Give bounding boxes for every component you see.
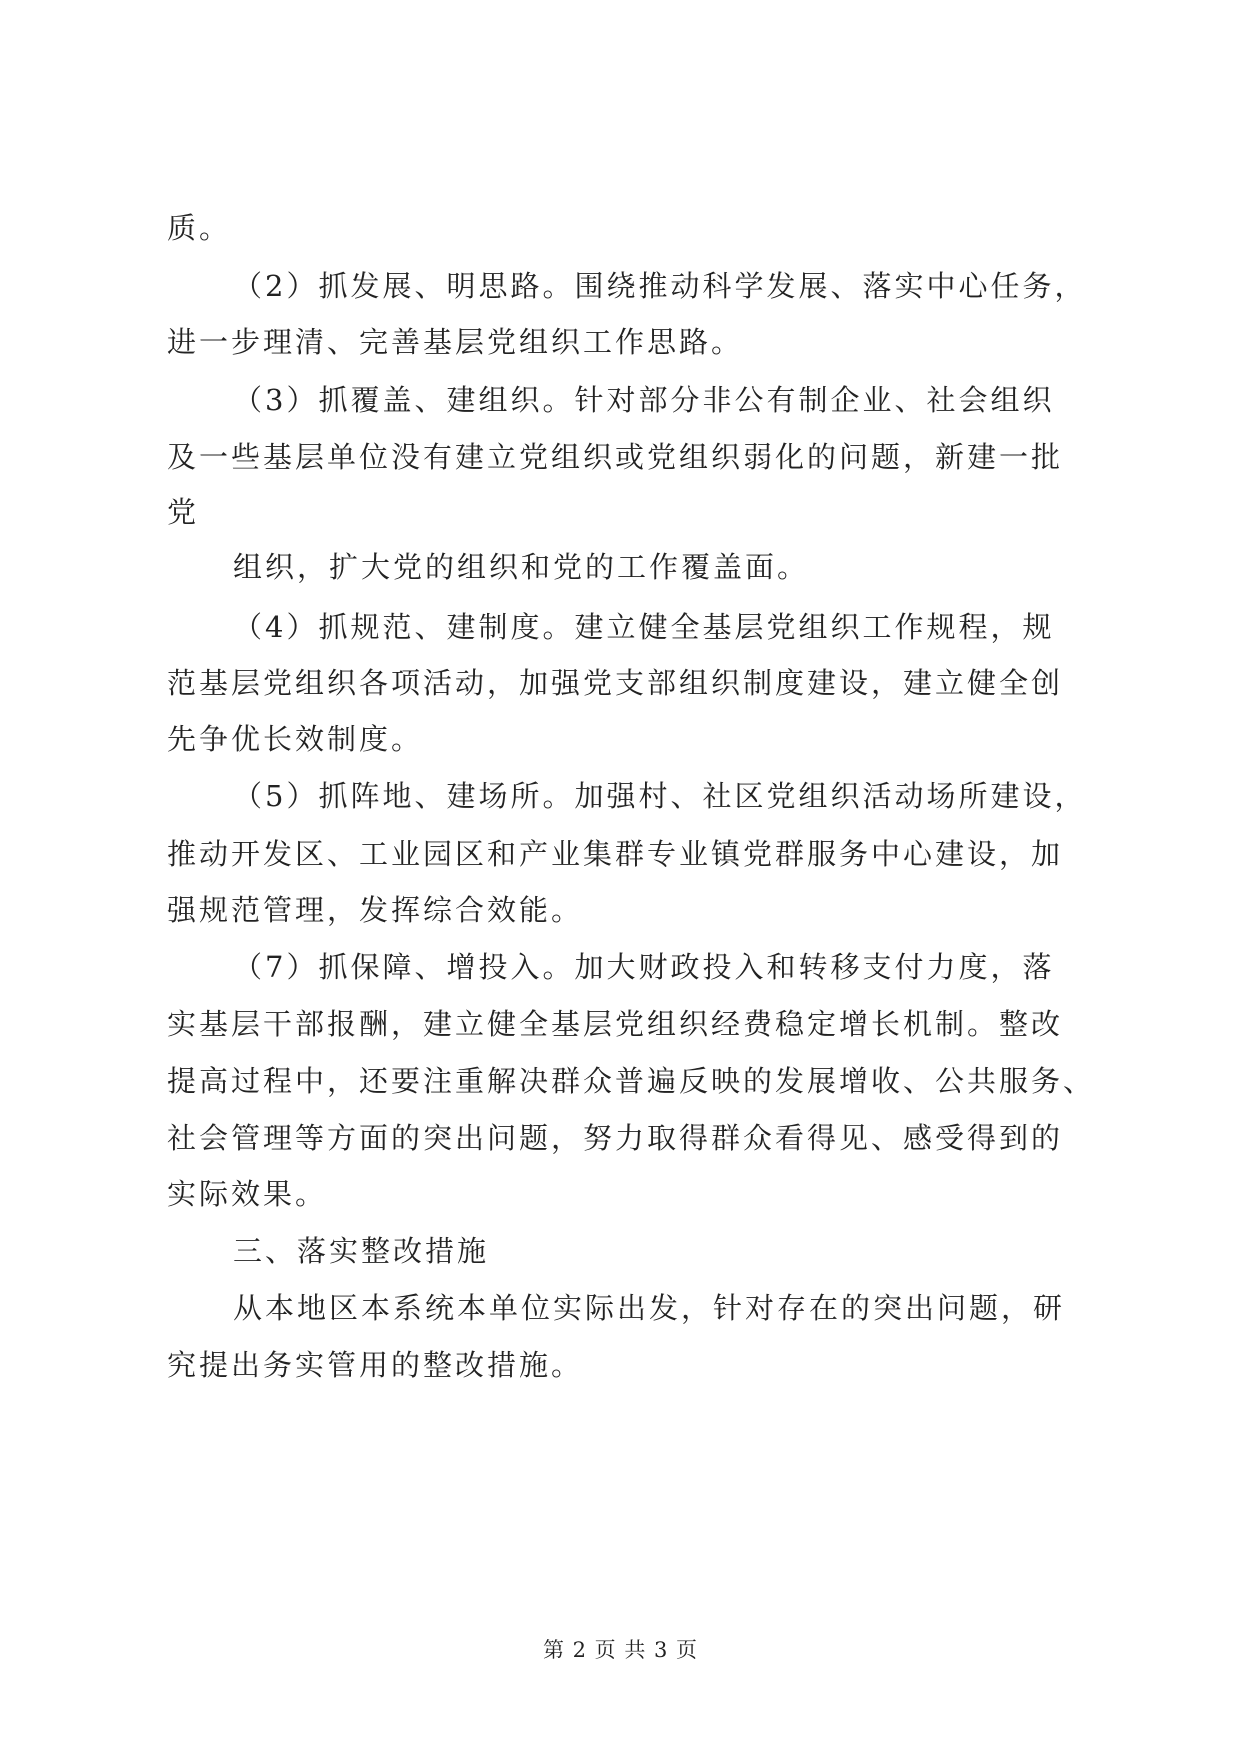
section-heading: 三、落实整改措施: [233, 1234, 490, 1268]
text-line: （4）抓规范、建制度。建立健全基层党组织工作规程，规: [233, 610, 1055, 644]
text-line: 及一些基层单位没有建立党组织或党组织弱化的问题，新建一批: [167, 440, 1064, 474]
text-line: 强规范管理，发挥综合效能。: [167, 893, 584, 927]
text-line: 进一步理清、完善基层党组织工作思路。: [167, 325, 744, 359]
text-line: 范基层党组织各项活动，加强党支部组织制度建设，建立健全创: [167, 666, 1064, 700]
text-line: 社会管理等方面的突出问题，努力取得群众看得见、感受得到的: [167, 1121, 1064, 1155]
text-line: 先争优长效制度。: [167, 722, 424, 756]
text-line: 组织，扩大党的组织和党的工作覆盖面。: [233, 550, 810, 584]
text-line: 从本地区本系统本单位实际出发，针对存在的突出问题，研: [233, 1291, 1066, 1325]
text-line: （7）抓保障、增投入。加大财政投入和转移支付力度，落: [233, 950, 1055, 984]
text-line: 提高过程中，还要注重解决群众普遍反映的发展增收、公共服务、: [167, 1064, 1096, 1098]
text-line: 实基层干部报酬，建立健全基层党组织经费稳定增长机制。整改: [167, 1007, 1064, 1041]
text-line: 究提出务实管用的整改措施。: [167, 1348, 584, 1382]
text-line: 党: [167, 495, 200, 529]
text-line: 实际效果。: [167, 1177, 328, 1211]
text-line: （3）抓覆盖、建组织。针对部分非公有制企业、社会组织: [233, 383, 1055, 417]
text-line: （5）抓阵地、建场所。加强村、社区党组织活动场所建设，: [233, 779, 1087, 813]
text-line: 推动开发区、工业园区和产业集群专业镇党群服务中心建设，加: [167, 837, 1064, 871]
text-line: （2）抓发展、明思路。围绕推动科学发展、落实中心任务，: [233, 269, 1087, 303]
page-number-footer: 第 2 页 共 3 页: [542, 1638, 699, 1662]
text-line: 质。: [167, 211, 232, 245]
